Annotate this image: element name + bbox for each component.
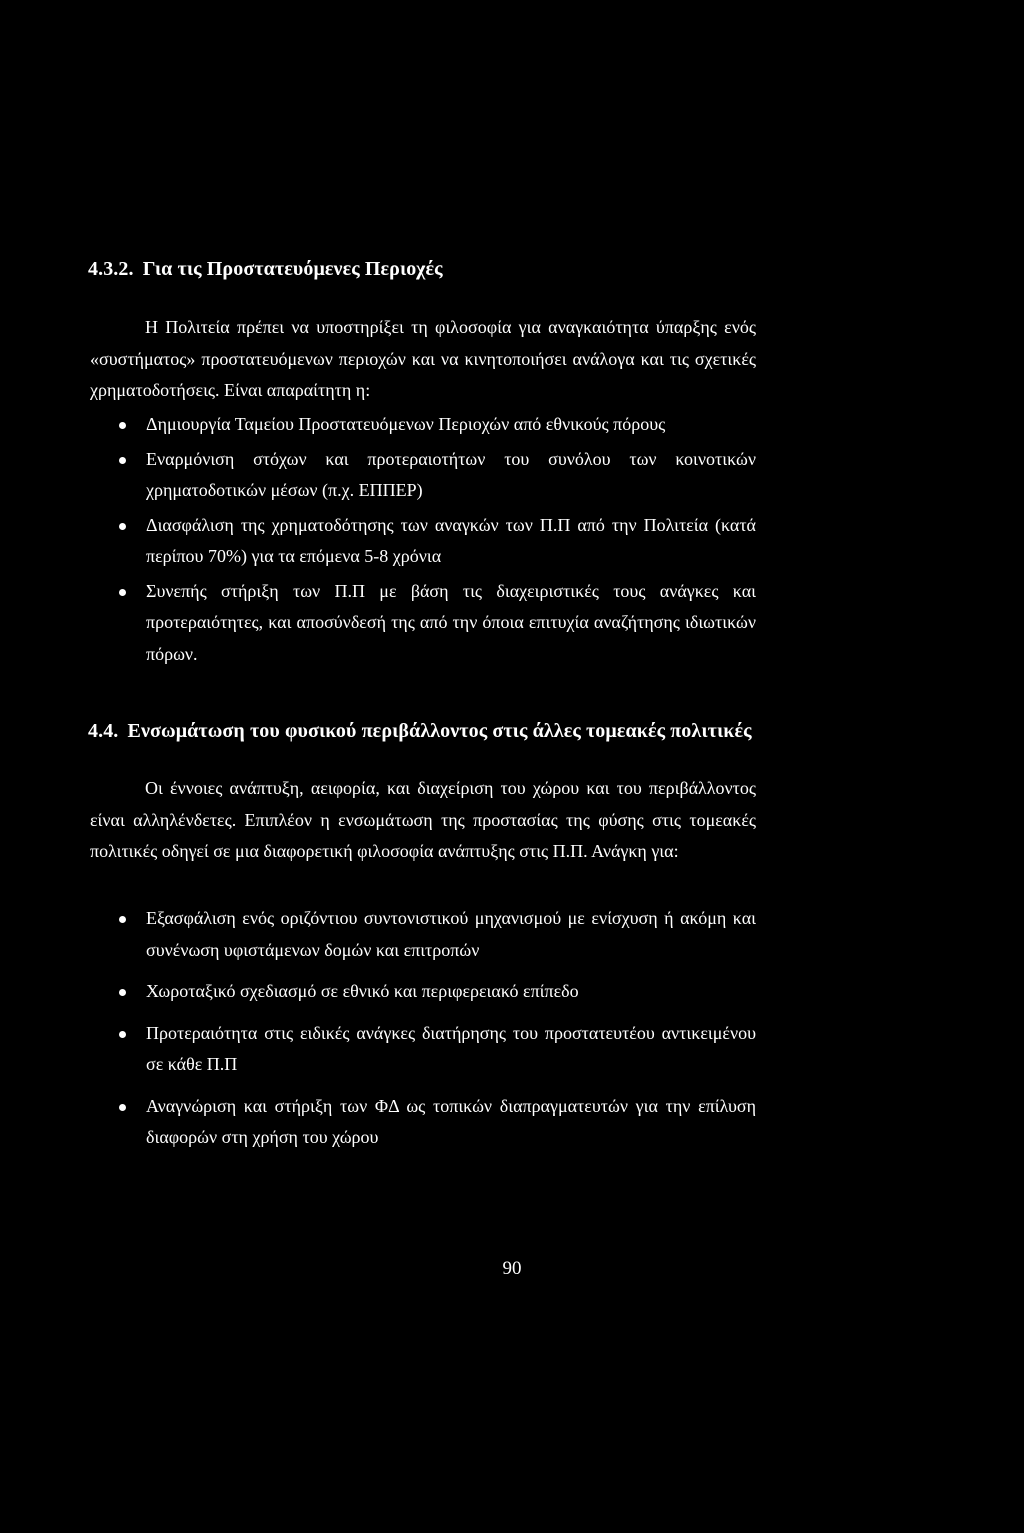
list-item-text: Εναρμόνιση στόχων και προτεραιοτήτων του συνόλου των κοινοτικών χρηματοδοτικών μέσων (π.χ. ΕΠΠΕΡ) <box>146 448 756 500</box>
section-number: 4.4. <box>88 720 119 742</box>
list-item-text: Συνεπής στήριξη των Π.Π με βάση τις διαχειριστικές τους ανάγκες και προτεραιότητες, και αποσύνδεσή της από την όποια επιτυχία αναζήτησης ιδιωτικών πόρων. <box>146 580 756 664</box>
section-number: 4.3.2. <box>88 258 134 280</box>
bullet-dot-icon <box>119 523 126 530</box>
list-item-text: Προτεραιότητα στις ειδικές ανάγκες διατήρησης του προστατευτέου αντικειμένου σε κάθε Π.Π <box>146 1022 756 1074</box>
section-heading-4-4 <box>88 720 752 743</box>
list-item <box>90 444 756 507</box>
list-item <box>90 576 756 671</box>
bullet-dot-icon <box>119 1104 126 1111</box>
list-item-text: Χωροταξικό σχεδιασμό σε εθνικό και περιφερειακό επίπεδο <box>146 981 579 1001</box>
list-item <box>90 409 756 441</box>
bullet-dot-icon <box>119 589 126 596</box>
list-item-text: Εξασφάλιση ενός οριζόντιου συντονιστικού μηχανισμού με ενίσχυση ή ακόμη και συνένωση υφιστάμενων δομών και επιτροπών <box>146 908 756 960</box>
bullet-dot-icon <box>119 989 126 996</box>
bullet-dot-icon <box>119 422 126 429</box>
list-item-text: Αναγνώριση και στήριξη των ΦΔ ως τοπικών διαπραγματευτών για την επίλυση διαφορών στη χρήση του χώρου <box>146 1095 756 1147</box>
list-item <box>90 510 756 573</box>
section-title: Για τις Προστατευόμενες Περιοχές <box>142 258 443 280</box>
bullet-dot-icon <box>119 916 126 923</box>
list-item <box>90 976 756 1008</box>
section-heading-4-3-2 <box>88 258 443 281</box>
list-item <box>90 1091 756 1154</box>
bullet-dot-icon <box>119 457 126 464</box>
bullet-list-sectoral-policies <box>90 903 756 1164</box>
list-item-text: Δημιουργία Ταμείου Προστατευόμενων Περιοχών από εθνικούς πόρους <box>146 414 666 434</box>
section-intro-paragraph: Η Πολιτεία πρέπει να υποστηρίξει τη φιλοσοφία για αναγκαιότητα ύπαρξης ενός «συστήματος» προστατευόμενων περιοχών και να κινητοποιήσει ανάλογα και τις σχετικές χρηματοδοτήσεις. Είναι απαραίτητη η: <box>90 317 756 400</box>
section-title: Ενσωμάτωση του φυσικού περιβάλλοντος στις άλλες τομεακές πολιτικές <box>127 720 752 742</box>
list-item <box>90 1018 756 1081</box>
bullet-list-protected-areas <box>90 409 756 673</box>
page-number: 90 <box>502 1258 522 1279</box>
list-item <box>90 903 756 966</box>
list-item-text: Διασφάλιση της χρηματοδότησης των αναγκών των Π.Π από την Πολιτεία (κατά περίπου 70%) για τα επόμενα 5-8 χρόνια <box>146 514 756 566</box>
section-intro-paragraph: Οι έννοιες ανάπτυξη, αειφορία, και διαχείριση του χώρου και του περιβάλλοντος είναι αλληλένδετες. Επιπλέον η ενσωμάτωση της προστασίας της φύσης στις τομεακές πολιτικές οδηγεί σε μια διαφορετική φιλοσοφία ανάπτυξης στις Π.Π. Ανάγκη για: <box>90 778 756 861</box>
bullet-dot-icon <box>119 1031 126 1038</box>
